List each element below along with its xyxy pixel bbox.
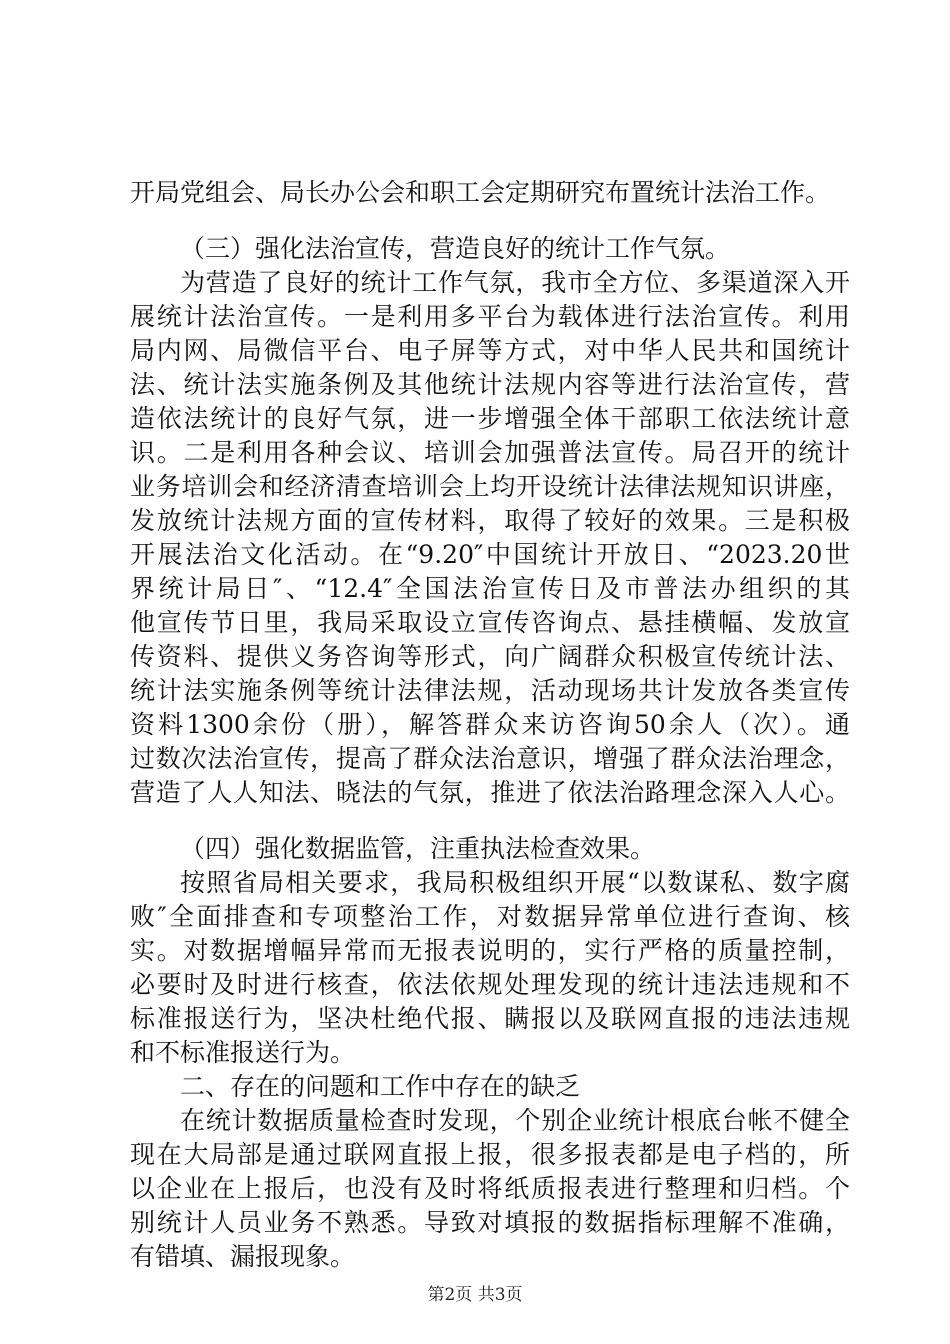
text-line: 发放统计法规方面的宣传材料，取得了较好的效果。三是积极 xyxy=(130,506,850,535)
page-number-footer: 第2页 共3页 xyxy=(427,1285,523,1305)
text-line: 败″全面排查和专项整治工作，对数据异常单位进行查询、核 xyxy=(130,902,850,931)
section-heading-3: （三）强化法治宣传，营造良好的统计工作气氛。 xyxy=(180,234,731,263)
text-line: 界统计局日″、“12.4″全国法治宣传日及市普法办组织的其 xyxy=(130,574,850,603)
text-line: 统计法实施条例等统计法律法规，活动现场共计发放各类宣传 xyxy=(130,676,850,705)
text-line: 必要时及时进行核查，依法依规处理发现的统计违法违规和不 xyxy=(130,970,850,999)
text-line: 以企业在上报后，也没有及时将纸质报表进行整理和归档。个 xyxy=(130,1174,850,1203)
text-line: 实。对数据增幅异常而无报表说明的，实行严格的质量控制， xyxy=(130,936,850,965)
text-line: 展统计法治宣传。一是利用多平台为载体进行法治宣传。利用 xyxy=(130,302,850,331)
text-line: 开展法治文化活动。在“9.20″中国统计开放日、“2023.20世 xyxy=(130,540,850,569)
text-line: 别统计人员业务不熟悉。导致对填报的数据指标理解不准确， xyxy=(130,1208,850,1237)
text-line: 他宣传节日里，我局采取设立宣传咨询点、悬挂横幅、发放宣 xyxy=(130,608,850,637)
text-line: 识。二是利用各种会议、培训会加强普法宣传。局召开的统计 xyxy=(130,438,850,467)
text-line: 按照省局相关要求，我局积极组织开展“以数谋私、数字腐 xyxy=(180,868,850,897)
text-line: 传资料、提供义务咨询等形式，向广阔群众积极宣传统计法、 xyxy=(130,642,850,671)
text-line: 法、统计法实施条例及其他统计法规内容等进行法治宣传，营 xyxy=(130,370,850,399)
text-line: 造依法统计的良好气氛，进一步增强全体干部职工依法统计意 xyxy=(130,404,850,433)
text-line: 资料1300余份（册），解答群众来访咨询50余人（次）。通 xyxy=(130,710,850,739)
text-line: 标准报送行为，坚决杜绝代报、瞒报以及联网直报的违法违规 xyxy=(130,1004,850,1033)
text-line: 过数次法治宣传，提高了群众法治意识，增强了群众法治理念， xyxy=(130,744,850,773)
text-line: 营造了人人知法、晓法的气氛，推进了依法治路理念深入人心。 xyxy=(130,778,850,807)
text-line: 为营造了良好的统计工作气氛，我市全方位、多渠道深入开 xyxy=(180,268,850,297)
text-line: 在统计数据质量检查时发现，个别企业统计根底台帐不健全 xyxy=(180,1106,850,1135)
text-line: 现在大局部是通过联网直报上报，很多报表都是电子档的，所 xyxy=(130,1140,850,1169)
text-line: 开局党组会、局长办公会和职工会定期研究布置统计法治工作。 xyxy=(130,178,831,207)
text-line: 局内网、局微信平台、电子屏等方式，对中华人民共和国统计 xyxy=(130,336,850,365)
text-line: 有错填、漏报现象。 xyxy=(130,1242,356,1271)
section-heading-2: 二、存在的问题和工作中存在的缺乏 xyxy=(180,1072,581,1101)
text-line: 业务培训会和经济清查培训会上均开设统计法律法规知识讲座， xyxy=(130,472,850,501)
section-heading-4: （四）强化数据监管，注重执法检查效果。 xyxy=(180,834,656,863)
text-line: 和不标准报送行为。 xyxy=(130,1038,356,1067)
